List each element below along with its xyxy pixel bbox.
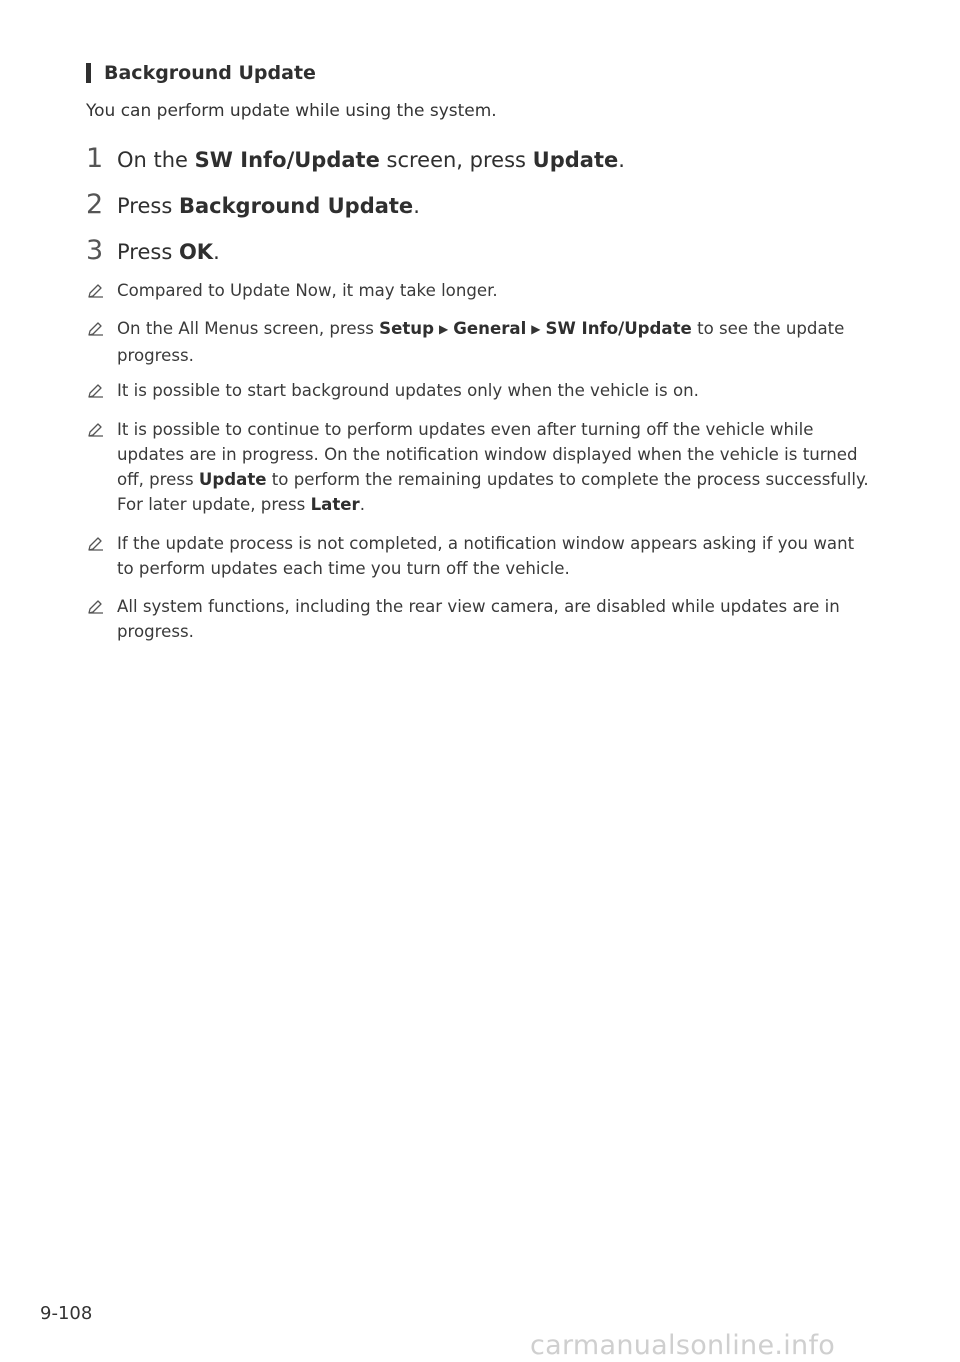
note-text: If the update process is not completed, a notification window appears asking if you want to perform updates each time you turn off the vehicle. [117, 534, 855, 578]
step-2 [86, 189, 420, 220]
section-title-text: Background Update [104, 62, 316, 84]
pencil-icon [86, 316, 117, 341]
note-text: It is possible to continue to perform updates even after turning off the vehicle while updates are in progress. On the notification window displayed when the vehicle is turned off, press Update to perform the remaining updates to complete the process successfully. For later update, press Later. [117, 420, 869, 514]
pencil-icon [86, 378, 117, 403]
intro-text: You can perform update while using the system. [86, 101, 497, 121]
note-3 [86, 378, 876, 403]
title-bar-icon [86, 63, 91, 83]
page-number: 9-108 [40, 1303, 93, 1324]
triangle-right-icon: ▶ [439, 322, 449, 336]
note-text: Compared to Update Now, it may take longer. [117, 281, 498, 300]
pencil-icon [86, 594, 117, 619]
note-2 [86, 316, 876, 368]
note-text: On the All Menus screen, press Setup ▶ General ▶ SW Info/Update to see the update progress. [117, 319, 845, 365]
note-text: It is possible to start background updates only when the vehicle is on. [117, 381, 699, 400]
note-6 [86, 594, 876, 644]
triangle-right-icon: ▶ [531, 322, 541, 336]
step-3 [86, 235, 220, 266]
step-1 [86, 143, 625, 174]
step-text: On the SW Info/Update screen, press Update. [117, 148, 625, 172]
pencil-icon [86, 278, 117, 303]
pencil-icon [86, 531, 117, 556]
watermark: carmanualsonline.info [530, 1330, 836, 1361]
note-5 [86, 531, 876, 581]
note-1 [86, 278, 876, 303]
note-text: All system functions, including the rear view camera, are disabled while updates are in progress. [117, 597, 840, 641]
pencil-icon [86, 417, 117, 442]
step-number: 3 [86, 235, 104, 266]
section-title [86, 62, 316, 84]
note-4 [86, 417, 876, 517]
step-number: 2 [86, 189, 104, 220]
step-number: 1 [86, 143, 104, 174]
step-text: Press OK. [117, 240, 220, 264]
step-text: Press Background Update. [117, 194, 420, 218]
